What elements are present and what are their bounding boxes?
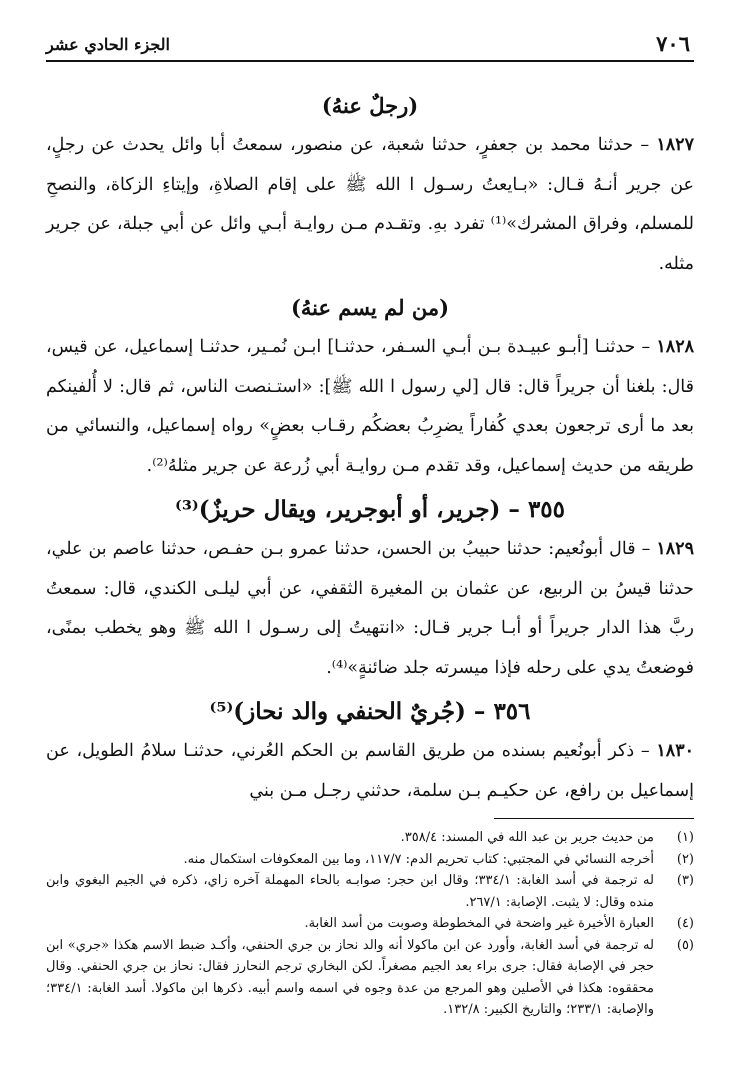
hadith-number: ١٨٣٠	[656, 741, 694, 761]
footnotes	[46, 818, 694, 1021]
section-heading-3: ٣٥٥ – (جرير، أو أبوجرير، ويقال حريزٌ)⁽³⁾	[174, 496, 566, 523]
section-heading-4: ٣٥٦ – (جُريٌ الحنفي والد نحاز)⁽⁵⁾	[209, 698, 531, 725]
footnote-divider	[494, 818, 694, 819]
footnote-marker: (١)	[676, 830, 694, 845]
section-heading-2: (من لم يسم عنهُ)	[290, 295, 450, 320]
footnote-text: أخرجه النسائي في المجتبي: كتاب تحريم الدم: ١١٧/٧، وما بين المعكوفات استكمال منه.	[183, 851, 654, 867]
hadith-text: – ذكر أبونُعيم بسنده من طريق القاسم بن الحكم العُرني، حدثنـا سلامُ الطويل، عن إسماعيل بن رافع، عن حكيـم بـن سلمة، حدثني رجـل مـن بني	[46, 741, 694, 801]
hadith-number: ١٨٢٨	[656, 337, 694, 357]
main-text	[46, 82, 694, 811]
footnote	[46, 870, 694, 913]
page-number: ٧٠٦	[656, 31, 690, 56]
hadith-paragraph-1829	[46, 530, 694, 688]
footnote	[46, 827, 694, 849]
hadith-text: – حدثنـا [أبـو عبيـدة بـن أبـي السـفر، حدثنـا] ابـن نُمـير، حدثنـا إسماعيل، عن قيس، قال: بلغنا أن جريراً قال: قال [لي رسول ا الله ﷺ]: «استـنصت الناس، ثم قال: لا أُلفينكم بعد ما أرى ترجعون بعدي كُفاراً يضرِبُ بعضكُم رقـاب بعضٍ» رواه إسماعيل، والنسائي من طريقه من حديث إسماعيل، وقد تقدم مـن روايـة أبي زُرعة عن جرير مثلهُ⁽²⁾.	[46, 337, 694, 476]
footnote-text: العبارة الأخيرة غير واضحة في المخطوطة وصوبت من أسد الغابة.	[304, 916, 654, 931]
footnote-marker: (٣)	[676, 873, 694, 888]
footnote-text: له ترجمة في أسد الغابة، وأورد عن ابن ماكولا أنه والد نحاز بن جري الحنفي، وأكـد ضبط الاسم هكذا «جري» ابن حجر في الإصابة فقال: جرى براء بعد الجيم مصغراً. لكن البخاري ترجم النحارز فقال: نحاز بن جري الحنفي. وقال محققوه: هكذا في الأصلين وهو المرجع من عدة وجوه في اسمه واسم أبيه. ذكرها ابن ماكولا. أسد الغابة: ٣٣٤/١؛ والإصابة: ٢٣٣/١؛ والتاريخ الكبير: ١٣٢/٨.	[46, 937, 654, 1017]
footnote	[46, 913, 694, 935]
hadith-number: ١٨٢٩	[656, 539, 694, 559]
hadith-text: – قال أبونُعيم: حدثنا حبيبُ بن الحسن، حدثنا عمرو بـن حفـص، حدثنا عاصم بن علي، حدثنا قيسُ بن الربيع، عن عثمان بن المغيرة الثقفي، عن أبي ليلـى الكندي، قال: سمعتُ ربَّ هذا الدار جريراً أو أبـا جرير قـال: «انتهيتُ إلى رسـول ا الله ﷺ وهو يخطب بمنًى، فوضعتُ يدي على رحله فإذا ميسرته جلد ضائنةٍ»⁽⁴⁾.	[46, 539, 694, 678]
hadith-number: ١٨٢٧	[656, 135, 694, 155]
running-title: الجزء الحادي عشر	[46, 35, 170, 54]
hadith-paragraph-1828	[46, 328, 694, 486]
footnote-marker: (٥)	[676, 937, 694, 953]
footnote-marker: (٤)	[676, 916, 694, 931]
footnote	[46, 935, 694, 1021]
hadith-text: – حدثنا محمد بن جعفرٍ، حدثنا شعبة، عن منصور، سمعتُ أبا وائل يحدث عن رجلٍ، عن جرير أنـهُ قـال: «بـايعتُ رسـول ا الله ﷺ على إقام الصلاةِ، وإيتاءِ الزكاة، والنصحِ للمسلم، وفراق المشرك»⁽¹⁾ تفرد بهِ. وتقـدم مـن روايـة أبـي وائل عن أبي جبلة، عن جرير مثله.	[46, 135, 694, 274]
footnote	[46, 849, 694, 871]
footnote-text: له ترجمة في أسد الغابة: ٣٣٤/١؛ وقال ابن حجر: صوابـه بالحاء المهملة آخره زاي، ذكره في الجيم البغوي وابن منده وقال: لا يثبت. الإصابة: ٢٦٧/١.	[46, 873, 654, 910]
section-heading-1: (رجلٌ عنهُ)	[321, 93, 419, 118]
page-header	[46, 26, 694, 62]
hadith-paragraph-1830	[46, 732, 694, 811]
footnote-marker: (٢)	[676, 851, 694, 867]
footnote-text: من حديث جرير بن عبد الله في المسند: ٣٥٨/٤.	[400, 830, 654, 845]
hadith-paragraph-1827	[46, 126, 694, 284]
